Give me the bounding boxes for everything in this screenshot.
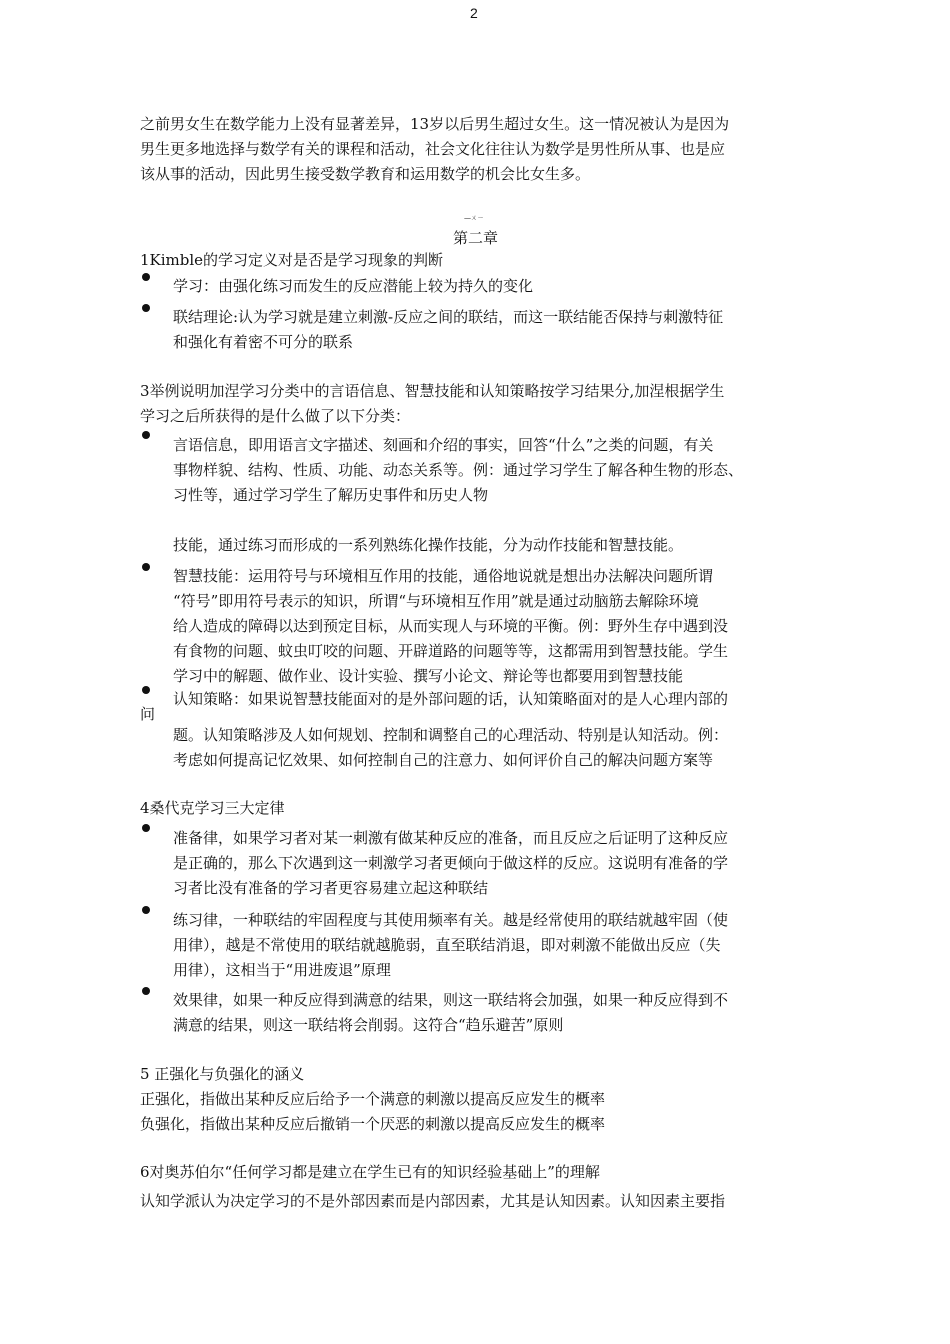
- q4-bullet-1-line-1: 准备律，如果学习者对某一刺激有做某种反应的准备，而且反应之后证明了这种反应: [173, 829, 729, 847]
- q3-bullet-1-line-2: 事物样貌、结构、性质、功能、动态关系等。例：通过学习学生了解各种生物的形态、: [173, 461, 744, 479]
- q4-bullet-3-line-2: 满意的结果，则这一联结将会削弱。这符合“趋乐避苦”原则: [173, 1016, 564, 1034]
- q3-bullet-2-line-3: 给人造成的障碍以达到预定目标，从而实现人与环境的平衡。例：野外生存中遇到没: [173, 617, 729, 635]
- q3-bullet-1-line-3: 习性等，通过学习学生了解历史事件和历史人物: [173, 486, 489, 504]
- q5-line-1: 正强化，指做出某种反应后给予一个满意的刺激以提高反应发生的概率: [140, 1090, 606, 1108]
- q3-bullet-2-line-4: 有食物的问题、蚊虫叮咬的问题、开辟道路的问题等等，这都需用到智慧技能。学生: [173, 642, 729, 660]
- page-number: 2: [470, 5, 478, 21]
- q4-bullet-2-line-2: 用律），越是不常使用的联结就越脆弱，直至联结消退，即对刺激不能做出反应（失: [173, 936, 721, 954]
- bullet-dot: [142, 273, 150, 281]
- q1-bullet-2-line-2: 和强化有着密不可分的联系: [173, 333, 354, 351]
- q5-line-2: 负强化，指做出某种反应后撤销一个厌恶的刺激以提高反应发生的概率: [140, 1115, 606, 1133]
- q1-bullet-1: 学习：由强化练习而发生的反应潜能上较为持久的变化: [173, 277, 534, 295]
- q3-heading-line-1: 3举例说明加涅学习分类中的言语信息、智慧技能和认知策略按学习结果分,加涅根据学生: [140, 382, 725, 400]
- q1-heading: 1Kimble的学习定义对是否是学习现象的判断: [140, 251, 444, 269]
- q4-bullet-3-line-1: 效果律，如果一种反应得到满意的结果，则这一联结将会加强，如果一种反应得到不: [173, 991, 729, 1009]
- bullet-dot: [142, 563, 150, 571]
- q4-bullet-1-line-2: 是正确的，那么下次遇到这一刺激学习者更倾向于做这样的反应。这说明有准备的学: [173, 854, 729, 872]
- bullet-dot: [142, 824, 150, 832]
- bullet-dot: [142, 987, 150, 995]
- chapter-ornament: —ㄨㄧ: [464, 214, 484, 222]
- q6-line-1: 认知学派认为决定学习的不是外部因素而是内部因素，尤其是认知因素。认知因素主要指: [140, 1192, 726, 1210]
- q4-bullet-2-line-1: 练习律，一种联结的牢固程度与其使用频率有关。越是经常使用的联结就越牢固（使: [173, 911, 729, 929]
- q4-bullet-2-line-3: 用律），这相当于“用进废退”原理: [173, 961, 391, 979]
- intro-line-1: 之前男女生在数学能力上没有显著差异，13岁以后男生超过女生。这一情况被认为是因为: [140, 115, 730, 133]
- bullet-dot: [142, 686, 150, 694]
- intro-line-2: 男生更多地选择与数学有关的课程和活动，社会文化往往认为数学是男性所从事、也是应: [140, 140, 726, 158]
- q3-skill-line: 技能，通过练习而形成的一系列熟练化操作技能，分为动作技能和智慧技能。: [173, 536, 684, 554]
- intro-line-3: 该从事的活动，因此男生接受数学教育和运用数学的机会比女生多。: [140, 165, 591, 183]
- q4-heading: 4桑代克学习三大定律: [140, 799, 285, 817]
- q4-bullet-1-line-3: 习者比没有准备的学习者更容易建立起这种联结: [173, 879, 489, 897]
- q6-heading: 6对奥苏伯尔“任何学习都是建立在学生已有的知识经验基础上”的理解: [140, 1163, 600, 1181]
- bullet-dot: [142, 304, 150, 312]
- q1-bullet-2-line-1: 联结理论:认为学习就是建立刺激-反应之间的联结，而这一联结能否保持与刺激特征: [173, 308, 724, 326]
- q3-heading-line-2: 学习之后所获得的是什么做了以下分类：: [140, 407, 411, 425]
- q3-bullet-2-line-2: “符号”即用符号表示的知识，所谓“与环境相互作用”就是通过动脑筋去解除环境: [173, 592, 699, 610]
- chapter-title: 第二章: [453, 229, 499, 247]
- q5-heading: 5 正强化与负强化的涵义: [140, 1065, 305, 1083]
- bullet-dot: [142, 906, 150, 914]
- q3-bullet-1-line-1: 言语信息，即用语言文字描述、刻画和介绍的事实，回答“什么”之类的问题，有关: [173, 436, 714, 454]
- q3-bullet-3-line-2: 题。认知策略涉及人如何规划、控制和调整自己的心理活动、特别是认知活动。例：: [173, 726, 729, 744]
- q3-bullet-3-stray-char: 问: [140, 705, 156, 723]
- bullet-dot: [142, 431, 150, 439]
- q3-bullet-3-line-1: 认知策略：如果说智慧技能面对的是外部问题的话，认知策略面对的是人心理内部的: [173, 690, 729, 708]
- q3-bullet-2-line-5: 学习中的解题、做作业、设计实验、撰写小论文、辩论等也都要用到智慧技能: [173, 667, 684, 685]
- q3-bullet-2-line-1: 智慧技能：运用符号与环境相互作用的技能，通俗地说就是想出办法解决问题所谓: [173, 567, 714, 585]
- q3-bullet-3-line-3: 考虑如何提高记忆效果、如何控制自己的注意力、如何评价自己的解决问题方案等: [173, 751, 714, 769]
